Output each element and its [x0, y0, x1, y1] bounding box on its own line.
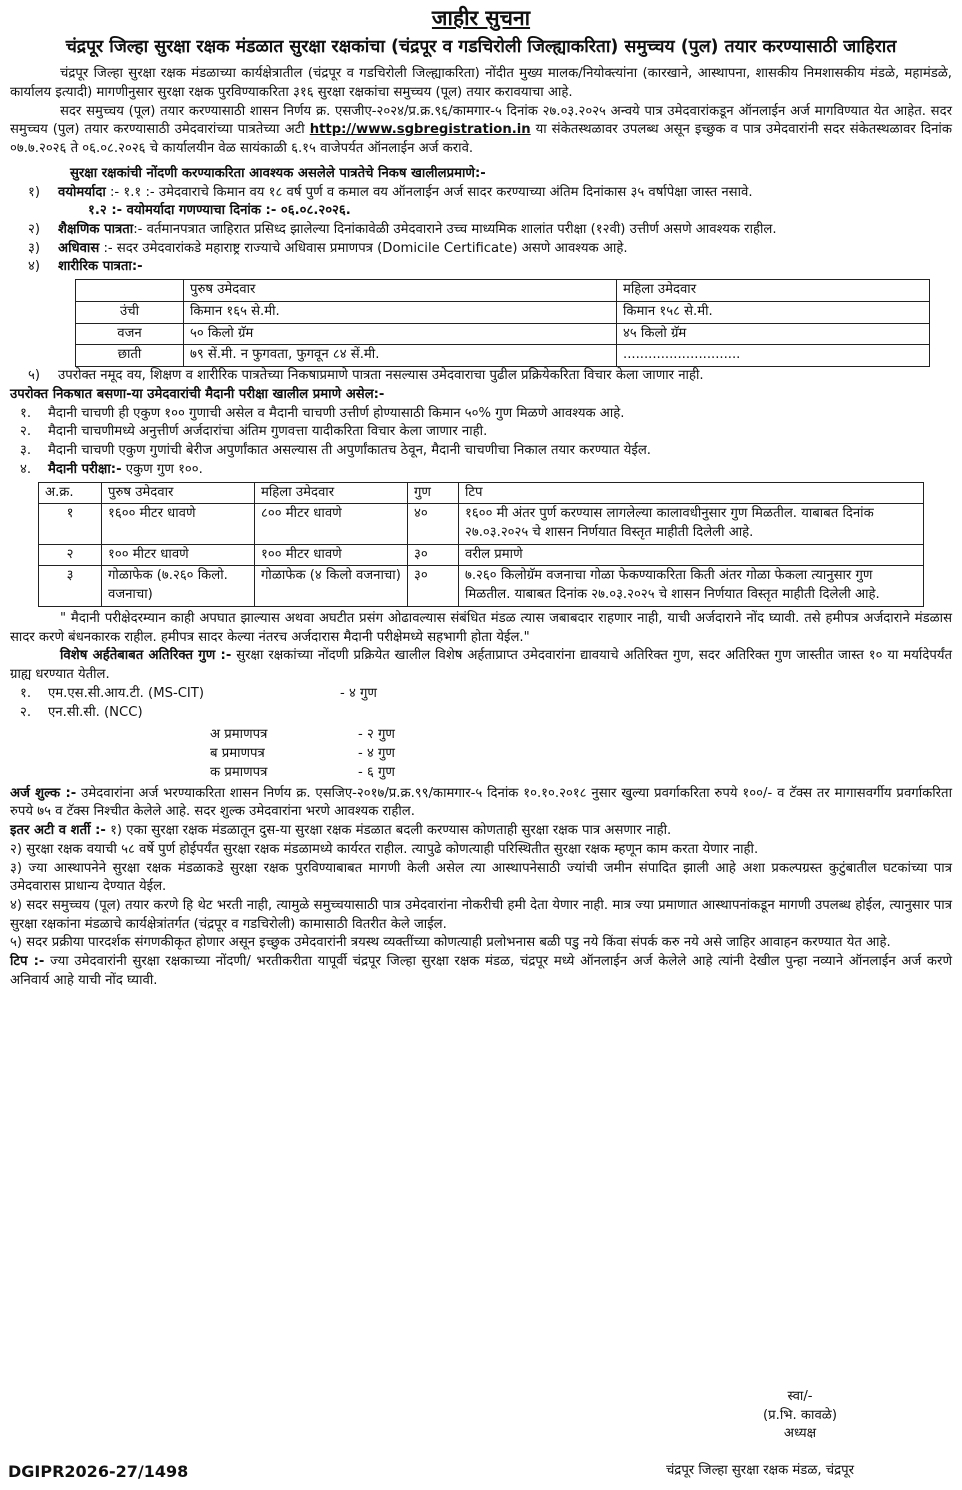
list-item: २. मैदानी चाचणीमध्ये अनुत्तीर्ण अर्जदारांचा अंतिम गुणवत्ता यादीकरिता विचार केला जाणार नाही. [20, 424, 488, 440]
list-item: ब प्रमाणपत्र - ४ गुण [210, 746, 395, 762]
table-cell: ८०० मीटर धावणे [255, 504, 408, 544]
table-cell: किमान १५८ से.मी. [617, 301, 930, 323]
table-cell: २ [39, 544, 102, 566]
list-item: ३. मैदानी चाचणी एकुण गुणांची बेरीज अपुर्णांकात असल्यास ती अपुर्णांकातच ठेवून, मैदानी चाचणीचा निकाल तयार करण्यात येईल. [20, 443, 651, 459]
table-cell: १०० मीटर धावणे [255, 544, 408, 566]
physical-table [75, 279, 930, 367]
criteria-heading: सुरक्षा रक्षकांची नोंदणी करण्याकरिता आवश्यक असलेले पात्रतेचे निकष खालीलप्रमाणे:- [70, 165, 486, 181]
terms-paragraph [10, 822, 952, 841]
reference-number: DGIPR2026-27/1498 [8, 1462, 189, 1482]
signature-sd: स्वा/- [787, 1389, 813, 1404]
table-header-row [76, 280, 930, 302]
table-cell: वजन [76, 323, 184, 345]
criteria-education [10, 221, 952, 240]
criteria-age [10, 184, 952, 203]
criteria-label: वयोमर्यादा [58, 184, 106, 200]
fee-text: उमेदवारांना अर्ज भरण्याकरिता शासन निर्णय क्र. एसजिए-२०१७/प्र.क्र.९९/कामगार-५ दिनांक १०.१०.२०१८ नुसार खुल्या प्रवर्गाकरिता रुपये १००/- व टॅक्स तर मागासवर्गीय प्रवर्गाकरिता रुपये ७५ व टॅक्स निश्चीत केलेले आहे. सदर शुल्क उमेदवारांना भरणे आवश्यक राहील. [10, 785, 952, 820]
signature-block [720, 1388, 880, 1444]
table-cell: किमान १६५ से.मी. [184, 301, 617, 323]
list-item: १. मैदानी चाचणी ही एकुण १०० गुणाची असेल व मैदानी चाचणी उत्तीर्ण होण्यासाठी किमान ५०% गुण मिळणे आवश्यक आहे. [20, 405, 625, 421]
intro-text-b: या संकेतस्थळावर उपलब्ध असून इच्छुक व पात्र उमेदवारांनी सदर संकेतस्थळावर दिनांक ०७.७.२०२६ ते ०६.०८.२०२६ चे कार्यालयीन वेळ सायंकाळी ६.१५ वाजेपर्यत ऑनलाईन अर्ज करावे. [10, 122, 952, 157]
criteria-label: शारीरिक पात्रता:- [58, 259, 143, 275]
terms-item: ५) सदर प्रक्रीया पारदर्शक संगणकीकृत होणार असून इच्छुक उमेदवारांनी त्रयस्थ व्यक्तींच्या कोणत्याही प्रलोभनास बळी पडु नये किंवा संपर्क करु नये असे जाहिर आवाहन करण्यात येत आहे. [10, 935, 891, 951]
intro-paragraph-2 [10, 103, 952, 159]
criteria-num: २) [28, 222, 41, 237]
signature-designation: अध्यक्ष [783, 1426, 817, 1442]
table-cell: उंची [76, 301, 184, 323]
table-cell: १ [39, 504, 102, 544]
signature-name: (प्र.भि. कावळे) [763, 1407, 837, 1423]
bonus-label: विशेष अर्हतेबाबत अतिरिक्त गुण :- [60, 648, 232, 664]
criteria-num: ४) [28, 259, 41, 275]
criteria-age-date: १.२ :- वयोमर्यादा गणण्याचा दिनांक :- ०६.०८.२०२६. [88, 203, 351, 219]
bonus-paragraph [10, 647, 952, 684]
list-item: २. एन.सी.सी. (NCC) [20, 704, 143, 720]
fee-paragraph [10, 785, 952, 822]
table-cell: गोळाफेक (७.२६० किलो. वजनाचा) [102, 566, 255, 606]
table-row [76, 301, 930, 323]
disclaimer-text: " मैदानी परीक्षेदरम्यान काही अपघात झाल्यास अथवा अघटीत प्रसंग ओढावल्यास संबंधित मंडळ त्यास जबाबदार राहणार नाही, याची अर्जदाराने नोंद घ्यावी. तसे हमीपत्र अर्जदाराने मंडळास सादर करणे बंधनकारक राहील. हमीपत्र सादर केल्या नंतरच अर्जदारास मैदानी परीक्षेमध्ये सहभागी होता येईल." [10, 610, 952, 645]
table-cell: वरील प्रमाणे [459, 544, 924, 566]
exam-table [38, 482, 924, 607]
table-cell: ४० [408, 504, 459, 544]
table-header-row [39, 482, 924, 504]
note-paragraph [10, 953, 952, 990]
table-cell: छाती [76, 345, 184, 367]
criteria-text: :- १.१ :- उमेदवाराचे किमान वय १८ वर्ष पुर्ण व कमाल वय ऑनलाईन अर्ज सादर करण्याच्या अंतिम दिनांकास ३५ वर्षापेक्षा जास्त नसावे. [109, 184, 753, 200]
list-item: क प्रमाणपत्र - ६ गुण [210, 764, 395, 780]
table-cell: ७९ सें.मी. न फुगवता, फुगवून ८४ सें.मी. [184, 345, 617, 367]
bonus-text: सुरक्षा रक्षकांच्या नोंदणी प्रक्रियेत खालील विशेष अर्हताप्राप्त उमेदवारांना द्यावयाचे अतिरिक्त गुण, सदर अतिरिक्त गुण जास्तीत जास्त १० या मर्यादेपर्यंत ग्राह्य धरण्यात येतील. [10, 648, 952, 683]
table-header-cell: टिप [459, 482, 924, 504]
table-cell: ३ [39, 566, 102, 606]
notice-heading: जाहीर सुचना [431, 6, 531, 30]
terms-item: ४) सदर समुच्चय (पूल) तयार करणे हि थेट भरती नाही, त्यामुळे समुच्चयासाठी पात्र उमेदवारांना नोकरीची हमी देता येणार नाही. मात्र ज्या प्रमाणात आस्थापनांकडून मागणी उपलब्ध होईल, त्यानुसार पात्र सुरक्षा रक्षकांना मंडळाचे कार्यक्षेत्रांतर्गत (चंद्रपूर व गडचिरोली) कामासाठी वितरीत केले जाईल. [10, 897, 952, 932]
table-cell: ५० किलो ग्रॅम [184, 323, 617, 345]
table-header-cell: अ.क्र. [39, 482, 102, 504]
intro-text-a: सदर समुच्चय (पूल) तयार करण्यासाठी शासन निर्णय क्र. एसजीए-२०२४/प्र.क्र.९६/कामगार-५ दिनांक २७.०३.२०२५ अन्वये पात्र उमेदवारांकडून ऑनलाईन अर्ज मागविण्यात येत आहेत. सदर समुच्चय (पुल) तयार करण्यासाठी उमेदवारांच्या पात्रतेच्या अटी [10, 103, 952, 138]
table-header-cell: पुरुष उमेदवार [184, 280, 617, 302]
criteria-domicile [10, 240, 952, 259]
fee-label: अर्ज शुल्क :- [10, 785, 77, 801]
criteria-num: ५) [28, 368, 41, 384]
criteria-num: ३) [28, 240, 41, 256]
table-cell: गोळाफेक (४ किलो वजनाचा) [255, 566, 408, 606]
criteria-note [10, 367, 952, 386]
criteria-physical [10, 258, 952, 277]
table-cell: १६०० मी अंतर पुर्ण करण्यास लागलेल्या कालावधीनुसार गुण मिळतील. याबाबत दिनांक २७.०३.२०२५ चे शासन निर्णयात विस्तृत माहीती दिलेली आहे. [459, 504, 924, 544]
table-cell: ३० [408, 544, 459, 566]
table-cell: ............................ [617, 345, 930, 367]
table-cell: ७.२६० किलोग्रॅम वजनाचा गोळा फेकण्याकरिता किती अंतर गोळा फेकला त्यानुसार गुण मिळतील. याबाबत दिनांक २७.०३.२०२५ चे शासन निर्णयात विस्तृत माहीती दिलेली आहे. [459, 566, 924, 606]
table-row [76, 323, 930, 345]
criteria-text: :- सदर उमेदवारांकडे महाराष्ट्र राज्याचे अधिवास प्रमाणपत्र (Domicile Certificate) असणे आवश्यक आहे. [103, 240, 628, 256]
table-cell: ४५ किलो ग्रॅम [617, 323, 930, 345]
terms-label: इतर अटी व शर्ती :- [10, 823, 106, 839]
list-item: ४. मैदानी परीक्षा:- एकुण गुण १००. [20, 461, 203, 477]
table-cell: १६०० मीटर धावणे [102, 504, 255, 544]
terms-item: २) सुरक्षा रक्षक वयाची ५८ वर्षे पुर्ण होईपर्यंत सुरक्षा रक्षक मंडळामध्ये कार्यरत राहील. त्यापुढे कोणत्याही परिस्थितीत सुरक्षा रक्षक म्हणून काम करता येणार नाही. [10, 841, 759, 857]
table-header-cell: गुण [408, 482, 459, 504]
table-header-cell: महिला उमेदवार [255, 482, 408, 504]
criteria-text: उपरोक्त नमूद वय, शिक्षण व शारीरिक पात्रतेच्या निकषाप्रमाणे पात्रता नसल्यास उमेदवाराचा पुढील प्रक्रियेकरिता विचार केला जाणार नाही. [58, 368, 704, 384]
table-row [39, 544, 924, 566]
table-header-cell: पुरुष उमेदवार [102, 482, 255, 504]
table-row [39, 504, 924, 544]
criteria-label: शैक्षणिक पात्रता [58, 222, 134, 237]
terms-item: ३) ज्या आस्थापनेने सुरक्षा रक्षक मंडळाकडे सुरक्षा रक्षक पुरविण्याबाबत मागणी केली असेल त्या आस्थापनेसाठी ज्यांची जमीन संपादित झाली आहे अशा प्रकल्पग्रस्त कुटुंबातील घटकांच्या पात्र उमेदवारास प्राधान्य देण्यात येईल. [10, 860, 952, 895]
table-row [76, 345, 930, 367]
table-header-cell: महिला उमेदवार [617, 280, 930, 302]
table-cell: ३० [408, 566, 459, 606]
criteria-num: १) [28, 184, 41, 200]
registration-link[interactable]: http://www.sgbregistration.in [309, 122, 531, 138]
intro-paragraph-1: चंद्रपूर जिल्हा सुरक्षा रक्षक मंडळाच्या कार्यक्षेत्रातील (चंद्रपूर व गडचिरोली जिल्ह्याकरिता) नोंदीत मुख्य मालक/नियोक्त्यांना (कारखाने, आस्थापना, शासकीय निमशासकीय मंडळे, महामंडळे, कार्यालय इत्यादी) मागणीनुसार सुरक्षा रक्षक पुरविण्याकरिता ३१६ सुरक्षा रक्षकांचा समुच्चय (पूल) तयार करावयाचा आहे. [10, 66, 952, 100]
field-exam-total: एकुण गुण १००. [125, 461, 203, 477]
list-item: १. एम.एस.सी.आय.टी. (MS-CIT) - ४ गुण [20, 685, 377, 701]
note-text: ज्या उमेदवारांनी सुरक्षा रक्षकाच्या नोंदणी/ भरतीकरीता यापूर्वी चंद्रपूर जिल्हा सुरक्षा रक्षक मंडळ, चंद्रपूर मध्ये ऑनलाईन अर्ज केलेले आहे त्यांनी देखील पुन्हा नव्याने ऑनलाईन अर्ज करणे अनिवार्य आहे याची नोंद घ्यावी. [10, 954, 952, 988]
signature-office: चंद्रपूर जिल्हा सुरक्षा रक्षक मंडळ, चंद्रपूर [665, 1463, 855, 1478]
field-exam-heading: उपरोक्त निकषात बसणा-या उमेदवारांची मैदानी परीक्षा खालील प्रमाणे असेल:- [10, 386, 385, 402]
table-header-cell [76, 280, 184, 302]
field-exam-label: मैदानी परीक्षा:- [48, 461, 122, 477]
note-label: टिप :- [10, 954, 45, 970]
notice-title: चंद्रपूर जिल्हा सुरक्षा रक्षक मंडळात सुरक्षा रक्षकांचा (चंद्रपूर व गडचिरोली जिल्ह्याकरिता) समुच्चय (पुल) तयार करण्यासाठी जाहिरात [65, 37, 897, 57]
list-item: अ प्रमाणपत्र - २ गुण [210, 727, 395, 743]
criteria-text: :- वर्तमानपत्रात जाहिरात प्रसिध्द झालेल्या दिनांकावेळी उमेदवाराने उच्च माध्यमिक शालांत परीक्षा (१२वी) उत्तीर्ण असणे आवश्यक राहील. [133, 222, 777, 237]
table-row [39, 566, 924, 606]
terms-item: १) एका सुरक्षा रक्षक मंडळातून दुस-या सुरक्षा रक्षक मंडळात बदली करण्यास कोणताही सुरक्षा रक्षक पात्र असणार नाही. [110, 823, 672, 839]
table-cell: १०० मीटर धावणे [102, 544, 255, 566]
criteria-label: अधिवास [58, 240, 100, 256]
